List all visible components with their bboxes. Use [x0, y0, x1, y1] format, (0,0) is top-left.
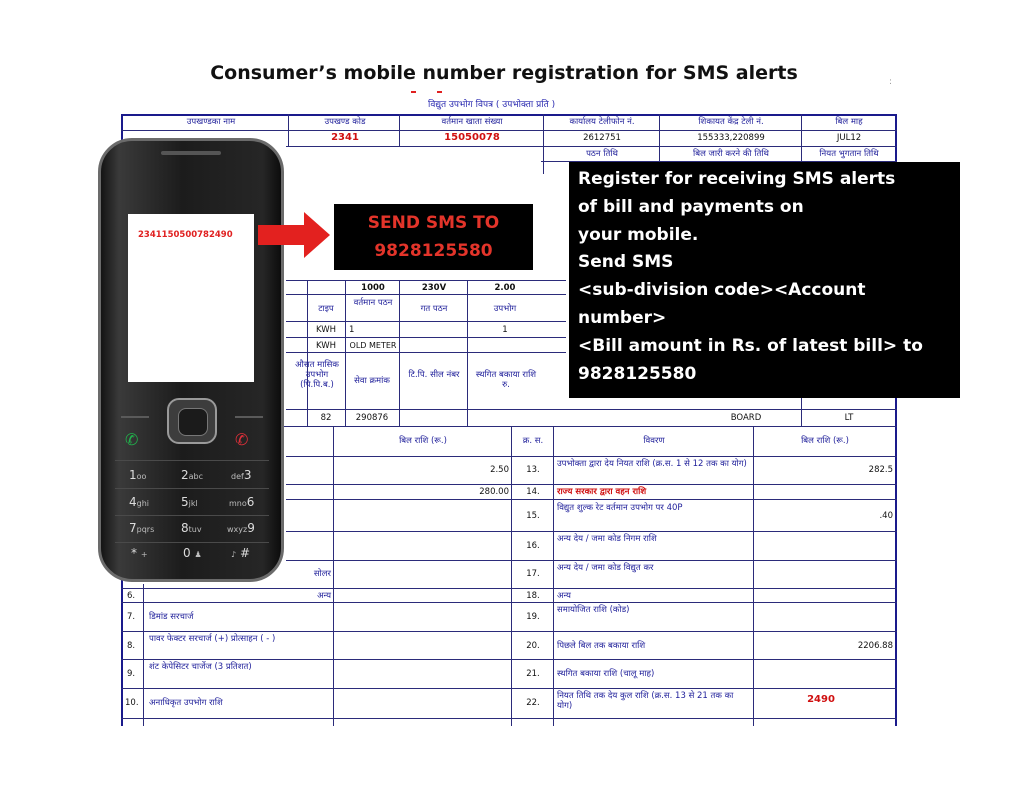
- office-phone: 2612751: [583, 133, 621, 143]
- right-softkey[interactable]: [235, 416, 263, 418]
- call-icon[interactable]: ✆: [125, 430, 139, 449]
- instruction-line: number>: [578, 307, 667, 328]
- subdivision-code: 2341: [331, 132, 359, 143]
- right-row-amount: 2206.88: [857, 641, 893, 651]
- stray-mark: :: [889, 77, 893, 87]
- right-row-desc: स्थगित बकाया राशि (चालू माह): [557, 669, 655, 679]
- registration-instructions: [569, 162, 960, 398]
- right-row-no: 22.: [526, 698, 540, 708]
- instruction-line: <sub-division code><Account: [578, 280, 866, 301]
- key-8[interactable]: 8tuv: [181, 521, 202, 535]
- key-6[interactable]: mno6: [229, 495, 255, 509]
- right-row-desc: उपभोक्ता द्वारा देय नियत राशि (क्र.स. 1 से 12 तक का योग): [557, 459, 747, 469]
- right-row-no: 18.: [526, 591, 540, 601]
- account-number: 15050078: [444, 132, 500, 143]
- instruction-line: your mobile.: [578, 224, 699, 245]
- meter-rating: 230V: [421, 283, 447, 293]
- key-5[interactable]: 5jkl: [181, 495, 198, 509]
- seal-label: टि.पि. सील नंबर: [408, 370, 460, 380]
- meter-header: टाइप: [318, 304, 334, 314]
- header-cell: उपखण्डका नाम: [186, 117, 236, 127]
- left-amount: 280.00: [479, 487, 509, 497]
- end-call-icon[interactable]: ✆: [235, 430, 249, 449]
- left-row-label: अनाधिकृत उपभोग राशि: [149, 698, 223, 708]
- key-0[interactable]: 0 ♟: [183, 546, 202, 560]
- due-date-label: नियत भुगतान तिथि: [819, 149, 879, 159]
- right-row-desc: अन्य देय / जमा कोड विद्युत कर: [557, 563, 654, 573]
- meter-consumption: 1: [502, 325, 508, 335]
- earpiece: [161, 151, 221, 155]
- meter-header: गत पठन: [420, 304, 448, 314]
- service-number: 290876: [355, 413, 389, 423]
- meter-current: 1: [349, 325, 355, 335]
- right-row-no: 19.: [526, 612, 540, 622]
- header-cell: कार्यालय टेलीफोन नं.: [569, 117, 635, 127]
- complaint-phone: 155333,220899: [697, 133, 765, 143]
- left-row-label: शंट केपेसिटर चार्जेज (3 प्रतिशत): [149, 662, 252, 672]
- bill-month: JUL12: [836, 133, 862, 143]
- board-label: BOARD: [730, 413, 762, 423]
- right-row-no: 20.: [526, 641, 540, 651]
- right-row-desc: राज्य सरकार द्वारा वहन राशि: [557, 487, 647, 497]
- reading-date-label: पठन तिथि: [586, 149, 618, 159]
- left-row-no: 9.: [127, 669, 136, 679]
- header-cell: उपखण्ड कोड: [324, 117, 366, 127]
- avg-consumption-label: औसत मासिक उपभोग (पि.पि.ब.): [295, 360, 339, 390]
- charges-head-desc: विवरण: [643, 436, 665, 446]
- send-sms-label: SEND SMS TO: [367, 213, 500, 233]
- right-row-desc: अन्य देय / जमा कोड निगम राशि: [557, 534, 657, 544]
- meter-type: KWH: [315, 341, 337, 351]
- lt-label: LT: [844, 413, 854, 423]
- page-title: Consumer’s mobile number registration for SMS alerts: [210, 62, 798, 84]
- right-row-desc: अन्य: [557, 591, 571, 601]
- meter-rating: 1000: [361, 283, 385, 293]
- key-2[interactable]: 2abc: [181, 468, 204, 482]
- navigation-key[interactable]: [167, 398, 217, 444]
- right-row-no: 15.: [526, 511, 540, 521]
- instruction-line: <Bill amount in Rs. of latest bill> to: [578, 335, 923, 356]
- service-no-label: सेवा क्रमांक: [354, 376, 390, 386]
- meter-type: KWH: [315, 325, 337, 335]
- avg-consumption: 82: [320, 413, 332, 423]
- instruction-line: Register for receiving SMS alerts: [578, 169, 896, 189]
- key-hash[interactable]: ♪ #: [231, 546, 250, 560]
- header-cell: शिकायत केंद्र टेली नं.: [698, 117, 764, 127]
- sms-text: 2341150500782490: [138, 230, 233, 240]
- send-sms-callout: [334, 204, 533, 270]
- key-4[interactable]: 4ghi: [129, 495, 150, 509]
- issue-date-label: बिल जारी करने की तिथि: [693, 149, 769, 159]
- left-label: अन्य: [317, 591, 331, 601]
- mobile-phone: [98, 138, 284, 582]
- arrow-right-icon: [258, 212, 332, 258]
- instruction-line: of bill and payments on: [578, 196, 804, 217]
- key-1[interactable]: 1oo: [129, 468, 147, 482]
- red-mark: [437, 91, 442, 93]
- key-9[interactable]: wxyz9: [227, 521, 255, 535]
- phone-screen: [128, 214, 254, 382]
- header-cell: वर्तमान खाता संख्या: [441, 117, 503, 127]
- key-7[interactable]: 7pqrs: [129, 521, 155, 535]
- meter-header: वर्तमान पठन: [353, 298, 393, 308]
- charges-head-sno: क्र. स.: [522, 436, 544, 446]
- left-row-label: डिमांड सरचार्ज: [149, 612, 194, 622]
- instruction-line: Send SMS: [578, 252, 674, 273]
- send-sms-number: 9828125580: [374, 241, 493, 261]
- key-3[interactable]: def3: [231, 468, 252, 482]
- right-row-no: 14.: [526, 487, 540, 497]
- meter-rating: 2.00: [494, 283, 516, 293]
- total-due-amount: 2490: [807, 694, 835, 705]
- instruction-line: 9828125580: [578, 363, 697, 384]
- left-row-no: 8.: [127, 641, 136, 651]
- right-row-desc: समायोजित राशि (कोड): [557, 605, 630, 615]
- key-star[interactable]: * +: [131, 546, 148, 560]
- left-label: सोलर: [313, 569, 331, 579]
- right-row-desc: नियत तिथि तक देय कुल राशि (क्र.स. 13 से 21 तक का योग): [557, 691, 734, 711]
- right-row-amount: 282.5: [868, 465, 893, 475]
- right-row-no: 13.: [526, 465, 540, 475]
- right-row-desc: पिछले बिल तक बकाया राशि: [557, 641, 646, 651]
- red-mark: [411, 91, 416, 93]
- right-row-desc: विद्युत शुल्क रेट वर्तमान उपभोग पर 40P: [557, 503, 683, 513]
- bill-subheading: विद्युत उपभोग विपत्र ( उपभोक्ता प्रति ): [428, 100, 556, 110]
- left-row-no: 7.: [127, 612, 136, 622]
- deferred-arrears-label: स्थगित बकाया राशि रु.: [475, 370, 537, 390]
- meter-header: उपभोग: [493, 304, 517, 314]
- left-row-label: पावर फेक्टर सरचार्ज (+) प्रोत्साहन ( - ): [149, 634, 276, 644]
- meter-current: OLD METER: [349, 341, 397, 350]
- charges-head-left: बिल राशि (रू.): [399, 436, 447, 446]
- left-row-no: 6.: [127, 591, 136, 601]
- left-amount: 2.50: [490, 465, 509, 475]
- left-row-no: 10.: [125, 698, 139, 708]
- right-row-no: 16.: [526, 541, 540, 551]
- charges-head-right: बिल राशि (रू.): [801, 436, 849, 446]
- left-softkey[interactable]: [121, 416, 149, 418]
- right-row-no: 17.: [526, 569, 540, 579]
- header-cell: बिल माह: [835, 117, 863, 127]
- right-row-no: 21.: [526, 669, 540, 679]
- right-row-amount: .40: [879, 511, 893, 521]
